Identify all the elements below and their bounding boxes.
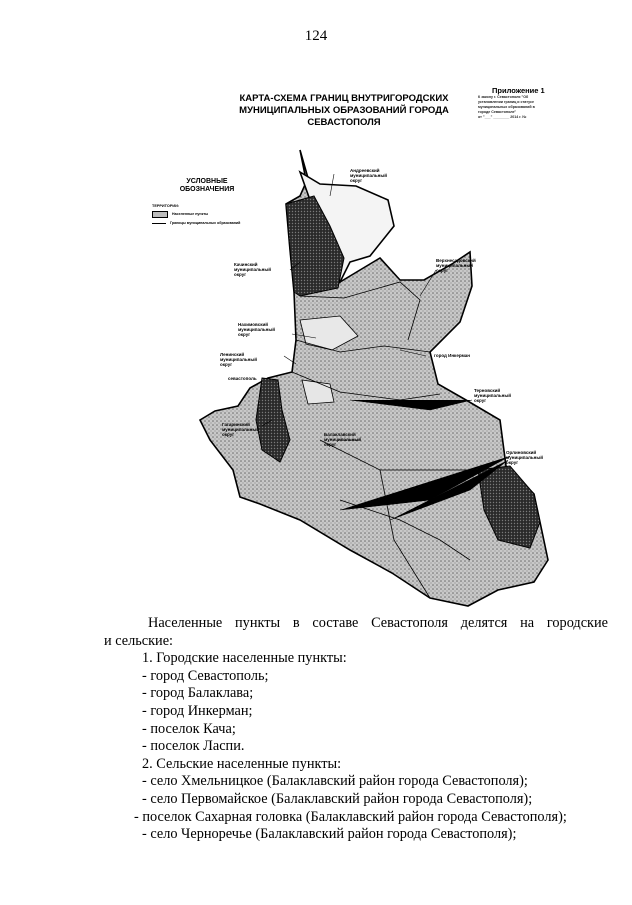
- urban-item: - город Балаклава;: [142, 685, 254, 702]
- rural-item: - село Черноречье (Балаклавский район города Севастополя);: [142, 826, 517, 843]
- appendix-line: К закону г. Севастополя "Об: [478, 95, 529, 99]
- intro-line-continued: и сельские:: [104, 632, 174, 649]
- label-sevastopol: севастополь: [228, 376, 257, 381]
- label-orlinovsky: Орлиновский муниципальный округ: [506, 450, 543, 466]
- label-ternovsky: Терновский муниципальный округ: [474, 388, 511, 404]
- rural-item: - поселок Сахарная головка (Балаклавский район города Севастополя);: [134, 808, 567, 825]
- intro-line: Населенные пункты в составе Севастополя делятся на городские: [148, 615, 608, 631]
- rural-item: - село Хмельницкое (Балаклавский район города Севастополя);: [142, 773, 528, 790]
- appendix-title: Приложение 1: [492, 86, 545, 95]
- body-text: [104, 615, 608, 844]
- urban-item: - поселок Кача;: [142, 720, 236, 737]
- appendix-line: установлении границ и статусе: [478, 100, 535, 104]
- urban-item: - город Севастополь;: [142, 667, 269, 684]
- urban-heading: 1. Городские населенные пункты:: [142, 650, 347, 667]
- appendix-line: муниципальных образований в: [478, 105, 535, 109]
- label-balaklavsky: Балаклавский муниципальный округ: [324, 432, 361, 448]
- rural-item: - село Первомайское (Балаклавский район города Севастополя);: [142, 790, 533, 807]
- label-inkerman: город Инкерман: [434, 353, 470, 358]
- page-number: 124: [304, 28, 328, 44]
- appendix-line: от "___" ________ 2014 г. №: [478, 115, 527, 119]
- label-lenino: Ленинский муниципальный округ: [220, 352, 257, 368]
- label-kachinsky: Качинский муниципальный округ: [234, 262, 271, 278]
- map-title-line: СЕВАСТОПОЛЯ: [307, 117, 381, 128]
- label-verkhnesadovsky: Верхнесадовский муниципальный округ: [436, 258, 476, 274]
- label-gagarinsky: Гагаринский муниципальный округ: [222, 422, 259, 438]
- legend-title: УСЛОВНЫЕ ОБОЗНАЧЕНИЯ: [179, 178, 235, 193]
- urban-item: - город Инкерман;: [142, 702, 253, 719]
- label-nakhimovsky: Нахимовский муниципальный округ: [238, 322, 275, 338]
- legend-subtitle: ТЕРРИТОРИИ:: [152, 204, 180, 208]
- legend-item-boundaries: Границы муниципальных образований: [152, 221, 252, 226]
- label-andreevsky: Андреевский муниципальный округ: [350, 168, 387, 184]
- appendix-line: городе Севастополе": [478, 110, 517, 114]
- legend-item-settlements: Населенные пункты: [152, 211, 252, 218]
- map-title-line: МУНИЦИПАЛЬНЫХ ОБРАЗОВАНИЙ ГОРОДА: [239, 105, 449, 116]
- map-title-line: КАРТА-СХЕМА ГРАНИЦ ВНУТРИГОРОДСКИХ: [239, 93, 449, 104]
- urban-item: - поселок Ласпи.: [142, 738, 245, 755]
- rural-heading: 2. Сельские населенные пункты:: [142, 755, 342, 772]
